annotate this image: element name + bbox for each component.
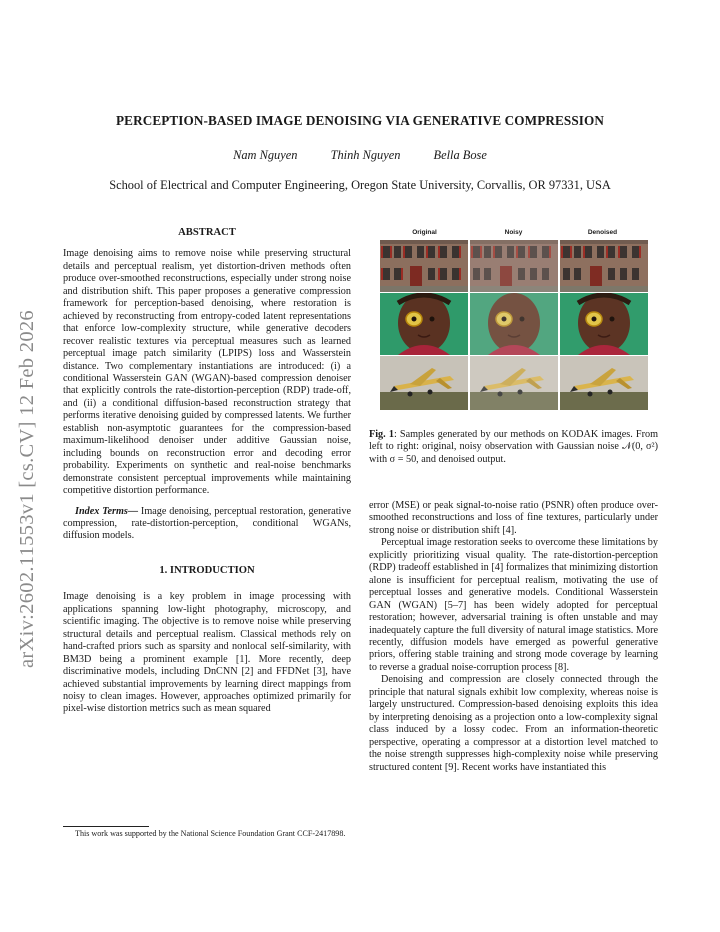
footnote-rule [63,826,149,827]
author-name: Bella Bose [433,148,487,162]
right-column [369,500,658,774]
image-house-original [380,240,468,292]
figure-row-girl [380,293,648,355]
abstract-text: Image denoising aims to remove noise while preserving structural details and perceptual realism, yet distortion-driven methods often produce over-smoothed reconstructions, especially under strong noise and distribution shift. This paper proposes a generative compression framework for perception-based denoising, where restoration is achieved by reconstructing from entropy-coded latent representations that enforce low-complexity structure, while generative decoders recover realistic textures via perceptual measures such as learned perceptual image patch similarity (LPIPS) loss and Wasserstein distance. Two complementary instantiations are introduced: (i) a conditional Wasserstein GAN (WGAN)-based compression denoiser that explicitly controls the rate-distortion-perception (RDP) trade-off, and (ii) a conditional diffusion-based reconstruction strategy that performs iterative denoising guided by compressed latents. We further establish non-asymptotic guarantees for the compression-based maximum-likelihood denoiser under additive Gaussian noise, including bounds on reconstruction error and decoding error probability. Experiments on synthetic and real-noise benchmarks demonstrate consistent perceptual improvements while maintaining competitive distortion performance. [63,248,351,497]
abstract-heading: ABSTRACT [178,227,236,238]
intro-paragraph-1: Image denoising is a key problem in image processing with applications spanning low-light photography, microscopy, and scientific imaging. The objective is to remove noise while preserving structural details and perceptual realism. Classical methods rely on hand-crafted priors such as sparsity and nonlocal self-similarity, with BM3D being a prominent example [1]. More recently, deep discriminative models, including DnCNN [2] and FFDNet [3], have achieved substantial improvements by learning direct mappings from noisy to clean images. However, approaches optimized primarily for pixel-wise distortion metrics such as mean squared [63,591,351,715]
index-terms-label: Index Terms— [75,505,139,517]
image-plane-noisy [470,356,558,410]
figure-1 [380,229,648,419]
arxiv-watermark: arXiv:2602.11553v1 [cs.CV] 12 Feb 2026 [16,310,38,668]
figure-caption [369,429,658,466]
figure-header-original: Original [412,229,437,236]
image-girl-denoised [560,293,648,355]
index-terms [63,506,351,543]
author-name: Thinh Nguyen [330,148,401,162]
intro-paragraph-1-continued: error (MSE) or peak signal-to-noise ratio (PSNR) often produce over-smoothed reconstructions and loss of fine textures, particularly under strong noise or distribution shift [4]. [369,500,658,536]
paper-title: PERCEPTION-BASED IMAGE DENOISING VIA GENERATIVE COMPRESSION [116,113,604,128]
figure-row-plane [380,356,648,410]
introduction-heading: 1. INTRODUCTION [159,564,255,576]
index-terms-text: Image denoising, perceptual restoration, generative compression, rate-distortion-perception, conditional WGANs, diffusion models. [63,505,351,542]
image-plane-denoised [560,356,648,410]
image-girl-noisy [470,293,558,355]
image-plane-original [380,356,468,410]
footnote [63,829,353,840]
author-name: Nam Nguyen [233,148,298,162]
image-house-denoised [560,240,648,292]
image-house-noisy [470,240,558,292]
figure-header-noisy: Noisy [504,229,523,236]
figure-header-denoised: Denoised [587,229,618,236]
author-list [0,148,720,163]
figure-caption-text: : Samples generated by our methods on KODAK images. From left to right: original, noisy observation with Gaussian noise 𝒩(0, σ²) with σ = 50, and denoised output. [369,429,659,465]
figure-caption-label: Fig. 1 [369,429,394,440]
affiliation: School of Electrical and Computer Engineering, Oregon State University, Corvallis, OR 97331, USA [109,178,611,192]
figure-row-house [380,240,648,292]
intro-paragraph-3: Denoising and compression are closely connected through the principle that natural signals exhibit low complexity, whereas noise is largely unstructured. Compression-based denoising exploits this idea by interpreting denoising as a projection onto a low-complexity signal class induced by a lossy codec. From an information-theoretic perspective, operating a compressor at a distortion level matched to the noise strength suppresses high-complexity noise while preserving structured content [9]. Recent works have instantiated this [369,674,658,773]
intro-paragraph-2: Perceptual image restoration seeks to overcome these limitations by explicitly prioritizing visual quality. The rate-distortion-perception (RDP) tradeoff established in [4] formalizes that minimizing distortion alone is insufficient for perceptual realism, motivating the use of perceptual losses and generative models. Conditional Wasserstein GAN (WGAN) [5–7] has been widely adopted for perceptual restoration; however, adversarial training is often unstable and may inadequately capture the full diversity of natural image statistics. More recently, diffusion models have emerged as powerful generative priors, offering stable training and strong mode coverage by learning to reverse a gradual noise-corruption process [8]. [369,537,658,673]
figure-column-headers [380,229,648,239]
left-column [63,227,351,716]
image-girl-original [380,293,468,355]
footnote-text: This work was supported by the National Science Foundation Grant CCF-2417898. [75,829,346,838]
